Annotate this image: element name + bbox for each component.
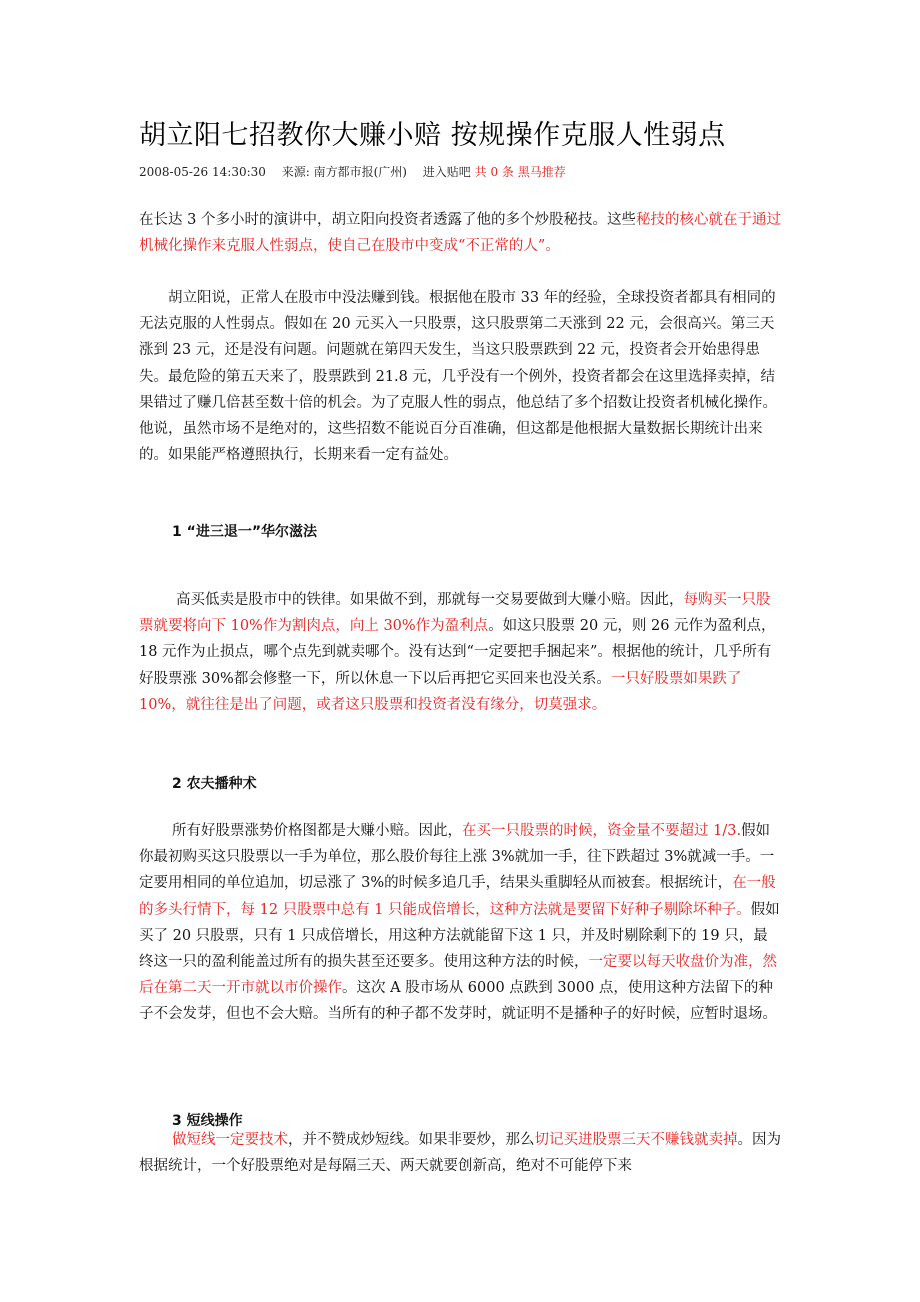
section-heading-2: 2 农夫播种术	[172, 776, 257, 792]
section-2-highlight-a: 在买一只股票的时候，资金量不要超过 1/3.	[462, 823, 742, 839]
section-3-highlight-a: 做短线一定要技术	[172, 1132, 288, 1148]
section-2-text-d: 。这次 A 股市场从 6000 点跌到 3000 点，使用这种方法留下的种子不会发芽，但也不会大赔。当所有的种子都不发芽时，就证明不是播种子的好时候，应暂时退场。	[139, 980, 777, 1023]
comment-count[interactable]: 共 0 条	[474, 165, 514, 179]
section-2-text-c: 假如买了 20 只股票，只有 1 只成倍增长，用这种方法就能留下这 1 只，并及时剔除剩下的 19 只，最终这一只的盈利能盖过所有的损失甚至还要多。使用这种方法的时候，	[139, 901, 780, 971]
intro-paragraph	[139, 207, 781, 259]
section-3-text-a: ，并不赞成炒短线。如果非要炒，那么	[288, 1132, 535, 1148]
forum-link[interactable]: 进入贴吧	[422, 165, 471, 179]
section-2-text-a: 所有好股票涨势价格图都是大赚小赔。因此，	[172, 823, 462, 839]
article-source: 来源: 南方都市报(广州)	[281, 165, 407, 179]
publish-datetime: 2008-05-26 14:30:30	[139, 165, 266, 179]
article-title: 胡立阳七招教你大赚小赔 按规操作克服人性弱点	[139, 120, 726, 151]
section-2-text-b: 假如你最初购买这只股票以一手为单位，那么股价每往上涨 3%就加一手，往下跌超过 3%就减一手。一定要用相同的单位追加，切忌涨了 3%的时候多追几手，结果头重脚轻从而被套。根据统计，	[139, 823, 775, 892]
section-1-highlight-b: 一只好股票如果跌了 10%，就往往是出了问题，或者这只股票和投资者没有缘分，切莫强求。	[139, 670, 742, 713]
section-3-text-b: 。因为根据统计，一个好股票绝对是每隔三天、两天就要创新高，绝对不可能停下来	[139, 1132, 781, 1175]
section-1-paragraph	[139, 587, 781, 718]
section-3-paragraph	[139, 1127, 781, 1179]
section-1-text-b: 。如这只股票 20 元，则 26 元作为盈利点，18 元作为止损点，哪个点先到就卖哪个。没有达到“一定要把手捆起来”。根据他的统计，几乎所有好股票涨 30%都会修整一下，所以休息一下以后再把它买回来也没关系。	[139, 618, 776, 687]
section-2-paragraph	[139, 818, 781, 1028]
section-3-highlight-b: 切记买进股票三天不赚钱就卖掉	[534, 1132, 738, 1148]
section-1-text-a: 高买低卖是股市中的铁律。如果做不到，那就每一交易要做到大赚小赔。因此，	[176, 592, 684, 608]
section-2-highlight-b: 在一般的多头行情下，每 12 只股票中总有 1 只能成倍增长，这种方法就是要留下好种子剔除坏种子。	[139, 875, 776, 918]
section-heading-3: 3 短线操作	[172, 1113, 243, 1129]
recommend-link[interactable]: 黑马推荐	[517, 165, 566, 179]
intro-highlight: 秘技的核心就在于通过机械化操作来克服人性弱点，使自己在股市中变成“不正常的人”。	[139, 212, 781, 255]
body-paragraph-2: 胡立阳说，正常人在股市中没法赚到钱。根据他在股市 33 年的经验，全球投资者都具有相同的无法克服的人性弱点。假如在 20 元买入一只股票，这只股票第二天涨到 22 元，会很高兴。第三天涨到 23 元，还是没有问题。问题就在第四天发生，当这只股票跌到 22 元，投资者会开始患得患失。最危险的第五天来了，股票跌到 21.8 元，几乎没有一个例外，投资者都会在这里选择卖掉，结果错过了赚几倍甚至数十倍的机会。为了克服人性的弱点，他总结了多个招数让投资者机械化操作。他说，虽然市场不是绝对的，这些招数不能说百分百准确，但这都是他根据大量数据长期统计出来的。如果能严格遵照执行，长期来看一定有益处。	[139, 290, 777, 464]
section-2-highlight-c: 一定要以每天收盘价为准，然后在第二天一开市就以市价操作	[139, 954, 777, 997]
section-heading-1: 1 “进三退一”华尔滋法	[172, 524, 318, 540]
intro-text: 在长达 3 个多小时的演讲中，胡立阳向投资者透露了他的多个炒股秘技。这些	[139, 212, 636, 228]
article-meta	[139, 163, 819, 181]
section-1-highlight-a: 每购买一只股票就要将向下 10%作为割肉点，向上 30%作为盈利点	[139, 592, 771, 635]
